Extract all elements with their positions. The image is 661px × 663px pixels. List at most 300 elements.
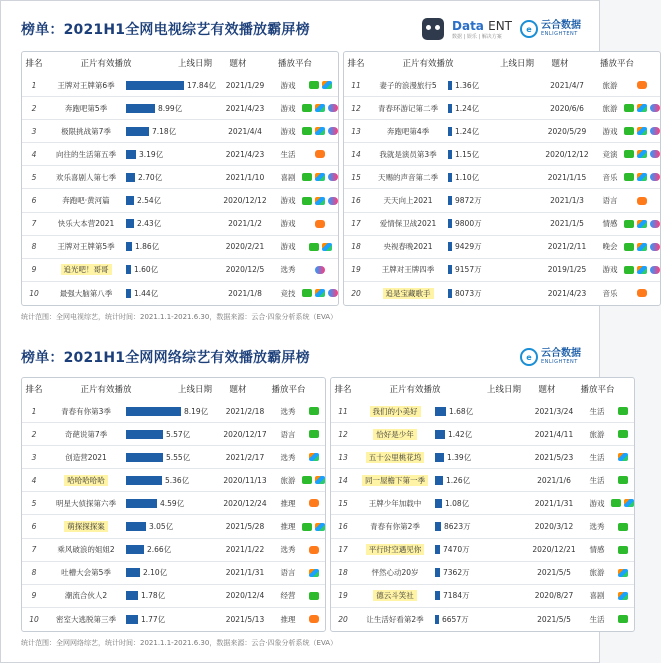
play-count — [126, 521, 216, 532]
play-count — [126, 126, 216, 137]
table-row — [344, 189, 660, 212]
release-date: 2020/12/17 — [223, 429, 267, 439]
release-date: 2021/4/4 — [228, 126, 262, 136]
genre: 选秀 — [280, 452, 296, 462]
rank: 7 — [31, 545, 37, 555]
play-bar — [448, 81, 452, 90]
table-row — [344, 213, 660, 236]
play-bar — [448, 173, 452, 182]
iqiyi-icon — [302, 127, 312, 135]
play-value: 1.24亿 — [455, 103, 480, 113]
release-date: 2020/11/13 — [223, 475, 267, 485]
table-row — [344, 282, 660, 305]
play-bar — [448, 196, 452, 205]
rank: 14 — [338, 475, 348, 485]
rank: 8 — [31, 242, 37, 252]
play-value: 1.26亿 — [446, 475, 471, 485]
release-date: 2021/4/23 — [547, 288, 587, 298]
rank: 12 — [338, 429, 348, 439]
play-bar — [126, 242, 132, 251]
table-row — [331, 539, 634, 562]
play-value: 7362万 — [443, 568, 470, 578]
show-name: 青春有你第2季 — [370, 522, 420, 532]
play-value: 7.18亿 — [152, 126, 177, 136]
play-count — [126, 614, 216, 625]
genre: 生活 — [589, 452, 605, 462]
play-bar — [126, 545, 144, 554]
show-name: 让生活好看第2季 — [366, 614, 424, 624]
iqiyi-icon — [618, 546, 628, 554]
rank: 20 — [338, 614, 348, 624]
release-date: 2020/3/12 — [534, 522, 574, 532]
platforms — [302, 81, 338, 89]
dataent-logo: Data ENT 数据 | 娱乐 | 解决方案 — [452, 18, 512, 40]
genre: 晚会 — [602, 242, 618, 252]
genre: 生活 — [589, 614, 605, 624]
play-count — [435, 521, 525, 532]
table-row — [22, 515, 325, 538]
genre: 游戏 — [280, 196, 296, 206]
genre: 生活 — [589, 475, 605, 485]
platforms — [624, 173, 660, 181]
show-name: 欢乐喜剧人第七季 — [56, 172, 116, 182]
mango-tv-icon — [309, 615, 319, 623]
genre: 旅游 — [280, 475, 296, 485]
play-count — [126, 544, 216, 555]
show-name: 五十公里桃花坞 — [355, 452, 435, 463]
release-date: 2021/1/31 — [225, 568, 265, 578]
rank: 7 — [31, 219, 37, 229]
play-bar — [126, 265, 131, 274]
play-bar — [126, 522, 146, 531]
platforms — [611, 453, 634, 461]
show-name: 妻子的浪漫旅行5 — [379, 80, 437, 90]
table-row — [22, 189, 338, 212]
play-bar — [435, 615, 439, 624]
tencent-video-icon — [637, 243, 647, 251]
play-value: 17.84亿 — [187, 80, 216, 90]
rank: 18 — [338, 568, 348, 578]
play-bar — [435, 430, 445, 439]
genre: 情感 — [602, 219, 618, 229]
table-row — [22, 492, 325, 515]
platforms — [302, 150, 338, 158]
mango-tv-icon — [309, 499, 319, 507]
rank: 14 — [351, 149, 361, 159]
table-row — [344, 120, 660, 143]
play-bar — [448, 242, 452, 251]
youku-icon — [328, 197, 338, 205]
tencent-video-icon — [618, 592, 628, 600]
platforms — [624, 266, 660, 274]
table-row — [22, 213, 338, 236]
genre: 推理 — [280, 498, 296, 508]
show-name: 怦然心动20岁 — [371, 568, 419, 578]
rank: 9 — [31, 265, 37, 275]
play-count — [126, 241, 216, 252]
play-bar — [126, 476, 162, 485]
play-bar — [126, 568, 140, 577]
table-row — [331, 400, 634, 423]
play-bar — [126, 104, 155, 113]
table-row — [22, 282, 338, 305]
yunhe-icon: e — [520, 20, 538, 38]
release-date: 2021/2/11 — [547, 242, 587, 252]
release-date: 2021/2/17 — [225, 452, 265, 462]
rank: 1 — [31, 406, 37, 416]
panel-title: 榜单：2021H1全网电视综艺有效播放霸屏榜 — [21, 22, 310, 38]
youku-icon — [650, 173, 660, 181]
play-count — [435, 590, 525, 601]
platforms — [611, 546, 634, 554]
play-count — [126, 149, 216, 160]
table-row — [344, 143, 660, 166]
genre: 游戏 — [280, 103, 296, 113]
genre: 游戏 — [280, 242, 296, 252]
tencent-video-icon — [637, 127, 647, 135]
play-bar — [435, 453, 444, 462]
play-value: 7470万 — [443, 545, 470, 555]
tencent-video-icon — [637, 150, 647, 158]
play-bar — [448, 219, 452, 228]
iqiyi-icon — [302, 523, 312, 531]
table-row — [22, 166, 338, 189]
table-row — [22, 608, 325, 631]
iqiyi-icon — [302, 104, 312, 112]
genre: 音乐 — [602, 172, 618, 182]
youku-icon — [315, 266, 325, 274]
youku-icon — [650, 266, 660, 274]
platforms — [624, 220, 660, 228]
release-date: 2020/8/27 — [534, 591, 574, 601]
genre: 语言 — [280, 429, 296, 439]
show-name: 青春环游记第二季 — [378, 103, 438, 113]
show-name: 我们的小美好 — [355, 406, 435, 417]
genre: 喜剧 — [280, 172, 296, 182]
play-count — [448, 149, 538, 160]
iqiyi-icon — [302, 289, 312, 297]
play-count — [126, 172, 216, 183]
play-bar — [126, 150, 136, 159]
tencent-video-icon — [637, 266, 647, 274]
genre: 旅游 — [602, 103, 618, 113]
show-name: 乘风破浪的姐姐2 — [57, 545, 115, 555]
tencent-video-icon — [309, 569, 319, 577]
genre: 选秀 — [280, 406, 296, 416]
iqiyi-icon — [618, 430, 628, 438]
play-count — [435, 475, 525, 486]
platforms — [611, 615, 634, 623]
rank: 9 — [31, 591, 37, 601]
play-count — [126, 218, 216, 229]
show-name: 明星大侦探第六季 — [56, 498, 116, 508]
youku-icon — [650, 220, 660, 228]
release-date: 2019/1/25 — [547, 265, 587, 275]
iqiyi-icon — [618, 476, 628, 484]
rank: 15 — [351, 172, 361, 182]
play-bar — [435, 522, 441, 531]
iqiyi-icon — [624, 173, 634, 181]
tencent-video-icon — [315, 289, 325, 297]
play-count — [448, 264, 538, 275]
play-value: 3.05亿 — [149, 522, 174, 532]
rank: 11 — [338, 406, 348, 416]
play-count — [448, 288, 538, 299]
play-value: 1.42亿 — [448, 429, 473, 439]
iqiyi-icon — [309, 592, 319, 600]
platforms — [611, 499, 634, 507]
play-value: 8.99亿 — [158, 103, 183, 113]
table-row — [22, 259, 338, 282]
play-value: 4.59亿 — [160, 498, 185, 508]
iqiyi-icon — [624, 150, 634, 158]
table-row — [344, 236, 660, 259]
play-bar — [448, 127, 452, 136]
genre: 游戏 — [280, 219, 296, 229]
platforms — [611, 407, 634, 415]
table-row — [22, 469, 325, 492]
show-name: 萌探探探案 — [46, 521, 126, 532]
iqiyi-icon — [302, 476, 312, 484]
play-count — [126, 103, 216, 114]
table-row — [331, 562, 634, 585]
show-name: 创造营2021 — [65, 452, 107, 462]
release-date: 2021/5/23 — [534, 452, 574, 462]
genre: 生活 — [589, 406, 605, 416]
show-name: 奔跑吧第4季 — [386, 126, 430, 136]
table-row — [22, 562, 325, 585]
play-value: 1.10亿 — [455, 172, 480, 182]
rank: 19 — [351, 265, 361, 275]
show-name: 极限挑战第7季 — [61, 126, 111, 136]
genre: 游戏 — [280, 80, 296, 90]
release-date: 2021/4/23 — [225, 149, 265, 159]
play-value: 5.57亿 — [166, 429, 191, 439]
play-bar — [126, 407, 181, 416]
rank: 3 — [31, 126, 37, 136]
play-count — [435, 614, 525, 625]
platforms — [302, 266, 338, 274]
genre: 竞演 — [602, 149, 618, 159]
iqiyi-icon — [624, 243, 634, 251]
yunhe-icon: e — [520, 348, 538, 366]
play-count — [126, 288, 216, 299]
play-bar — [435, 407, 446, 416]
play-value: 2.66亿 — [147, 545, 172, 555]
rank: 2 — [31, 429, 37, 439]
platforms — [624, 243, 660, 251]
iqiyi-icon — [309, 430, 319, 438]
play-count — [435, 452, 525, 463]
mango-tv-icon — [637, 81, 647, 89]
youku-icon — [650, 127, 660, 135]
table-row — [22, 236, 338, 259]
rank: 19 — [338, 591, 348, 601]
web-ranking-panel — [21, 341, 615, 656]
play-value: 8623万 — [444, 522, 471, 532]
iqiyi-icon — [302, 197, 312, 205]
release-date: 2020/12/12 — [545, 149, 589, 159]
play-count — [126, 452, 216, 463]
genre: 选秀 — [280, 265, 296, 275]
show-name: 最强大脑第八季 — [59, 288, 113, 298]
youku-icon — [650, 104, 660, 112]
release-date: 2021/2/18 — [225, 406, 265, 416]
play-count — [448, 103, 538, 114]
release-date: 2020/12/4 — [225, 591, 265, 601]
platforms — [624, 127, 660, 135]
play-value: 5.55亿 — [166, 452, 191, 462]
rank: 3 — [31, 452, 37, 462]
table-row — [22, 539, 325, 562]
play-count — [435, 429, 525, 440]
play-bar — [126, 430, 163, 439]
platforms — [302, 220, 338, 228]
show-name: 恰好是少年 — [355, 429, 435, 440]
show-name: 王牌对王牌第5季 — [57, 242, 115, 252]
play-bar — [126, 289, 131, 298]
tencent-video-icon — [315, 523, 325, 531]
rank: 1 — [31, 80, 37, 90]
genre: 选秀 — [280, 545, 296, 555]
table-row — [344, 74, 660, 97]
iqiyi-icon — [309, 81, 319, 89]
play-value: 1.24亿 — [455, 126, 480, 136]
show-name: 向往的生活第五季 — [56, 149, 116, 159]
rank: 10 — [29, 288, 39, 298]
release-date: 2021/4/11 — [534, 429, 574, 439]
platforms — [302, 127, 338, 135]
platforms — [302, 407, 325, 415]
genre: 经营 — [280, 591, 296, 601]
tencent-video-icon — [637, 220, 647, 228]
show-name: 天赐的声音第二季 — [378, 172, 438, 182]
platforms — [302, 592, 325, 600]
footer-note: 统计范围：全网电视综艺，统计时间：2021.1.1-2021.6.30，数据来源：云合·四象分析系统（EVA） — [21, 312, 338, 321]
table-row — [331, 608, 634, 631]
rank: 5 — [31, 498, 37, 508]
play-bar — [435, 568, 440, 577]
play-count — [448, 80, 538, 91]
table-header: 排名 正片有效播放 上线日期 题材 播放平台 — [347, 59, 634, 69]
play-value: 2.70亿 — [138, 172, 163, 182]
rank: 6 — [31, 196, 37, 206]
table-header: 排名 正片有效播放 上线日期 题材 播放平台 — [334, 385, 615, 395]
play-bar — [435, 476, 443, 485]
play-count — [126, 475, 216, 486]
iqiyi-icon — [624, 220, 634, 228]
play-bar — [126, 173, 135, 182]
play-bar — [435, 545, 440, 554]
table-left — [21, 51, 339, 306]
tencent-video-icon — [637, 173, 647, 181]
play-bar — [435, 591, 440, 600]
play-count — [126, 80, 216, 91]
show-name: 奔跑吧第5季 — [64, 103, 108, 113]
release-date: 2021/5/13 — [225, 614, 265, 624]
play-bar — [448, 150, 452, 159]
play-value: 1.86亿 — [135, 242, 160, 252]
play-value: 1.39亿 — [447, 452, 472, 462]
show-name: 追是宝藏歌手 — [368, 288, 448, 299]
genre: 语言 — [602, 196, 618, 206]
genre: 游戏 — [280, 126, 296, 136]
table-row — [22, 585, 325, 608]
tencent-video-icon — [637, 104, 647, 112]
rank: 17 — [338, 545, 348, 555]
play-count — [126, 498, 216, 509]
play-count — [448, 172, 538, 183]
play-bar — [126, 81, 184, 90]
release-date: 2021/1/29 — [225, 80, 265, 90]
iqiyi-icon — [624, 127, 634, 135]
play-value: 2.10亿 — [143, 568, 168, 578]
table-header: 排名 正片有效播放 上线日期 题材 播放平台 — [25, 59, 312, 69]
platforms — [302, 499, 325, 507]
release-date: 2021/4/23 — [225, 103, 265, 113]
tencent-video-icon — [618, 453, 628, 461]
release-date: 2020/12/5 — [225, 265, 265, 275]
release-date: 2020/2/21 — [225, 242, 265, 252]
iqiyi-icon — [302, 173, 312, 181]
play-value: 1.77亿 — [141, 614, 166, 624]
show-name: 奇葩说第7季 — [64, 429, 108, 439]
platforms — [302, 476, 325, 484]
platforms — [611, 592, 634, 600]
genre: 喜剧 — [589, 591, 605, 601]
genre: 旅游 — [589, 568, 605, 578]
show-name: 王牌对王牌四季 — [381, 265, 435, 275]
platforms — [611, 569, 634, 577]
platforms — [302, 243, 338, 251]
play-bar — [126, 453, 163, 462]
show-name: 潮流合伙人2 — [64, 591, 108, 601]
release-date: 2021/1/5 — [550, 219, 584, 229]
show-name: 天天向上2021 — [383, 196, 433, 206]
tencent-video-icon — [315, 104, 325, 112]
show-name: 爱情保卫战2021 — [379, 219, 437, 229]
rank: 5 — [31, 172, 37, 182]
rank: 15 — [338, 498, 348, 508]
play-count — [448, 218, 538, 229]
table-row — [22, 423, 325, 446]
platforms — [302, 546, 325, 554]
table-row — [22, 74, 338, 97]
iqiyi-icon — [618, 615, 628, 623]
genre: 旅游 — [589, 429, 605, 439]
play-count — [126, 195, 216, 206]
show-name: 吐槽大会第5季 — [61, 568, 111, 578]
release-date: 2021/1/8 — [228, 288, 262, 298]
table-row — [344, 166, 660, 189]
mango-tv-icon — [309, 546, 319, 554]
release-date: 2021/1/15 — [547, 172, 587, 182]
show-name: 青春有你第3季 — [61, 406, 111, 416]
genre: 选秀 — [589, 522, 605, 532]
rank: 6 — [31, 522, 37, 532]
play-bar — [126, 127, 149, 136]
release-date: 2020/12/12 — [223, 196, 267, 206]
play-value: 2.43亿 — [137, 219, 162, 229]
genre: 音乐 — [602, 288, 618, 298]
play-value: 9872万 — [455, 196, 482, 206]
release-date: 2021/3/24 — [534, 406, 574, 416]
release-date: 2021/5/5 — [537, 568, 571, 578]
release-date: 2021/1/10 — [225, 172, 265, 182]
tv-ranking-panel — [21, 11, 634, 326]
genre: 竞技 — [280, 288, 296, 298]
play-value: 1.60亿 — [134, 265, 159, 275]
